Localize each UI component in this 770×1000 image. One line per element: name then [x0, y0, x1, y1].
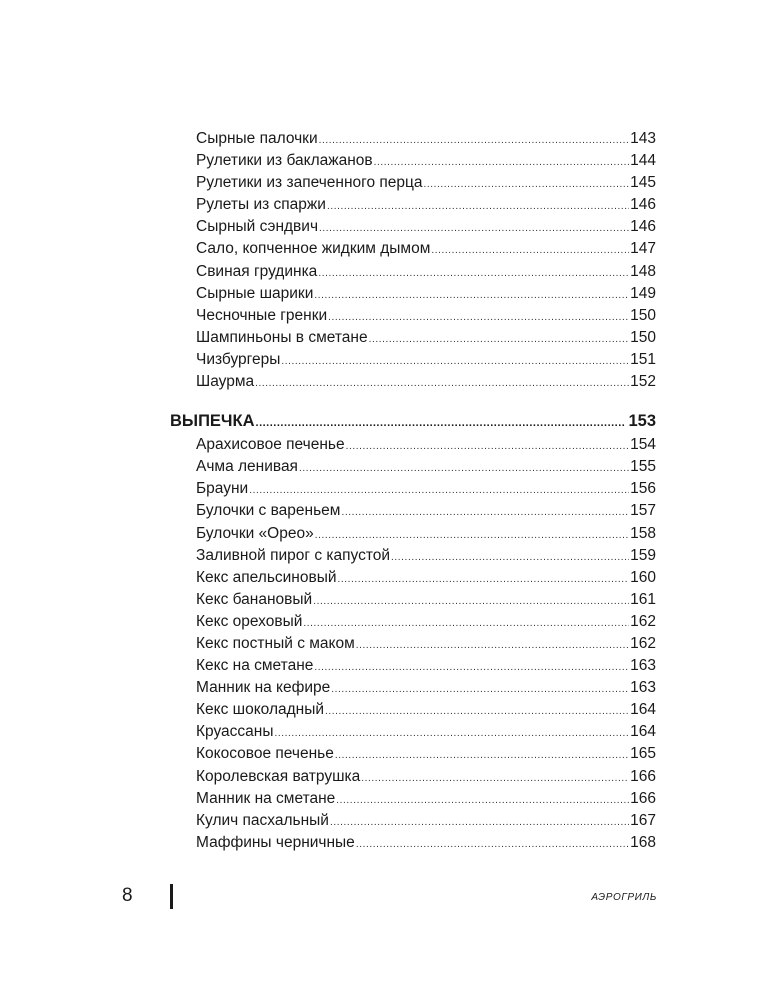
dot-leader [361, 768, 629, 790]
toc-entry[interactable] [170, 655, 656, 677]
toc-entry-page-number: 162 [630, 612, 656, 630]
toc-entry-page-number: 166 [630, 789, 656, 807]
toc-entry[interactable] [170, 589, 656, 611]
dot-leader [431, 240, 629, 262]
dot-leader [369, 329, 630, 351]
toc-entry[interactable] [170, 810, 656, 832]
toc-entry[interactable] [170, 371, 656, 393]
dot-leader [299, 458, 629, 480]
toc-entry-page-number: 165 [630, 745, 656, 763]
toc-entry[interactable] [170, 216, 656, 238]
dot-leader [346, 436, 630, 458]
toc-entry[interactable] [170, 349, 656, 371]
toc-entry-title: Королевская ватрушка [196, 767, 361, 785]
dot-leader [275, 723, 630, 745]
toc-entry-page-number: 164 [630, 723, 656, 741]
toc-entry-page-number: 155 [630, 458, 656, 476]
toc-entry-title: Ачма ленивая [196, 458, 298, 476]
toc-entry[interactable] [170, 305, 656, 327]
toc-entry-page-number: 146 [630, 218, 656, 236]
dot-leader [327, 196, 629, 218]
toc-entry-page-number: 164 [630, 701, 656, 719]
toc-entry-page-number: 143 [630, 130, 656, 147]
toc-entry[interactable] [170, 766, 656, 788]
toc-entry-title: Кекс апельсиновый [196, 568, 337, 586]
dot-leader [303, 613, 629, 635]
toc-entry-page-number: 168 [630, 833, 656, 851]
dot-leader [391, 547, 629, 569]
toc-section-heading[interactable] [170, 409, 656, 433]
dot-leader [331, 679, 629, 701]
toc-entry[interactable] [170, 832, 656, 854]
dot-leader [336, 790, 629, 812]
dot-leader [356, 834, 629, 856]
section-title: ВЫПЕЧКА [170, 412, 255, 431]
toc-entry-title: Чизбургеры [196, 350, 281, 368]
toc-entry-page-number: 160 [630, 568, 656, 586]
dot-leader [315, 525, 629, 547]
dot-leader [330, 812, 629, 834]
toc-entry-page-number: 154 [630, 436, 656, 454]
toc-entry-page-number: 159 [630, 546, 656, 564]
toc-entry-title: Сырный сэндвич [196, 218, 319, 236]
toc-entry[interactable] [170, 283, 656, 305]
dot-leader [319, 218, 629, 240]
dot-leader [318, 263, 629, 285]
toc-entry[interactable] [170, 327, 656, 349]
toc-entry-title: Сырные шарики [196, 284, 314, 302]
toc-entry-title: Шаурма [196, 373, 255, 391]
toc-entry-page-number: 145 [630, 174, 656, 192]
dot-leader [249, 480, 629, 502]
toc-entry-title: Сало, копченное жидким дымом [196, 240, 431, 258]
dot-leader [338, 569, 630, 591]
toc-entry[interactable] [170, 721, 656, 743]
dot-leader [424, 174, 630, 196]
dot-leader [281, 351, 629, 373]
toc-entry-title: Круассаны [196, 723, 274, 741]
table-of-contents [170, 128, 656, 854]
toc-entry-page-number: 166 [630, 767, 656, 785]
toc-entry[interactable] [170, 434, 656, 456]
dot-leader [335, 745, 629, 767]
toc-entry-title: Кекс банановый [196, 590, 313, 608]
toc-entry-title: Сырные палочки [196, 130, 318, 147]
footer-divider [170, 884, 173, 909]
toc-entry-title: Манник на сметане [196, 789, 336, 807]
dot-leader [314, 285, 629, 307]
toc-entry[interactable] [170, 172, 656, 194]
toc-entry-title: Арахисовое печенье [196, 436, 345, 454]
toc-entry-page-number: 163 [630, 657, 656, 675]
toc-entry[interactable] [170, 523, 656, 545]
toc-entry-page-number: 152 [630, 373, 656, 391]
toc-entry[interactable] [170, 743, 656, 765]
toc-entry[interactable] [170, 478, 656, 500]
toc-entry-page-number: 146 [630, 196, 656, 214]
toc-entry-page-number: 150 [630, 306, 656, 324]
dot-leader [374, 152, 629, 174]
toc-entry-title: Рулеты из спаржи [196, 196, 326, 214]
toc-entry[interactable] [170, 545, 656, 567]
toc-entry-page-number: 157 [630, 502, 656, 520]
toc-entry-title: Кекс постный с маком [196, 634, 355, 652]
toc-entry-title: Кулич пасхальный [196, 811, 329, 829]
section-page-number: 153 [628, 412, 656, 431]
dot-leader [328, 307, 629, 329]
dot-leader [256, 411, 627, 435]
toc-entry-page-number: 148 [630, 262, 656, 280]
toc-entry-title: Маффины черничные [196, 833, 355, 851]
toc-entry-page-number: 147 [630, 240, 656, 258]
toc-entry-title: Заливной пирог с капустой [196, 546, 391, 564]
toc-entry-page-number: 156 [630, 480, 656, 498]
toc-entry-title: Булочки с вареньем [196, 502, 341, 520]
toc-entry[interactable] [170, 567, 656, 589]
toc-entry-page-number: 167 [630, 811, 656, 829]
dot-leader [255, 373, 629, 395]
toc-entry-title: Свиная грудинка [196, 262, 318, 280]
toc-entry[interactable] [170, 261, 656, 283]
toc-entry[interactable] [170, 238, 656, 260]
toc-group-baking [170, 434, 656, 854]
toc-entry-page-number: 163 [630, 679, 656, 697]
toc-entry-page-number: 144 [630, 152, 656, 170]
running-footer-title: АЭРОГРИЛЬ [591, 892, 657, 903]
toc-entry-page-number: 162 [630, 634, 656, 652]
toc-entry-title: Булочки «Орео» [196, 524, 314, 542]
toc-entry-title: Кекс ореховый [196, 612, 303, 630]
page-number: 8 [122, 885, 133, 906]
dot-leader [341, 502, 629, 524]
toc-entry[interactable] [170, 633, 656, 655]
toc-entry[interactable] [170, 150, 656, 172]
toc-entry[interactable] [170, 788, 656, 810]
dot-leader [319, 130, 630, 152]
toc-entry-title: Чесночные гренки [196, 306, 328, 324]
toc-entry[interactable] [170, 500, 656, 522]
toc-entry-page-number: 161 [630, 590, 656, 608]
toc-entry[interactable] [170, 194, 656, 216]
toc-entry[interactable] [170, 456, 656, 478]
toc-entry-page-number: 150 [630, 328, 656, 346]
toc-entry-title: Кекс шоколадный [196, 701, 325, 719]
toc-entry-title: Рулетики из запеченного перца [196, 174, 423, 192]
toc-entry[interactable] [170, 699, 656, 721]
toc-entry-title: Рулетики из баклажанов [196, 152, 373, 170]
toc-entry-title: Шампиньоны в сметане [196, 328, 368, 346]
toc-entry[interactable] [170, 611, 656, 633]
toc-entry-page-number: 151 [630, 350, 656, 368]
toc-entry[interactable] [170, 677, 656, 699]
dot-leader [356, 635, 629, 657]
toc-entry[interactable] [170, 128, 656, 150]
dot-leader [314, 657, 629, 679]
toc-entry-title: Кекс на сметане [196, 657, 314, 675]
toc-entry-title: Кокосовое печенье [196, 745, 334, 763]
dot-leader [325, 701, 629, 723]
toc-entry-title: Брауни [196, 480, 249, 498]
toc-entry-page-number: 149 [630, 284, 656, 302]
dot-leader [313, 591, 629, 613]
toc-entry-title: Манник на кефире [196, 679, 331, 697]
toc-entry-page-number: 158 [630, 524, 656, 542]
toc-group-snacks [170, 128, 656, 393]
